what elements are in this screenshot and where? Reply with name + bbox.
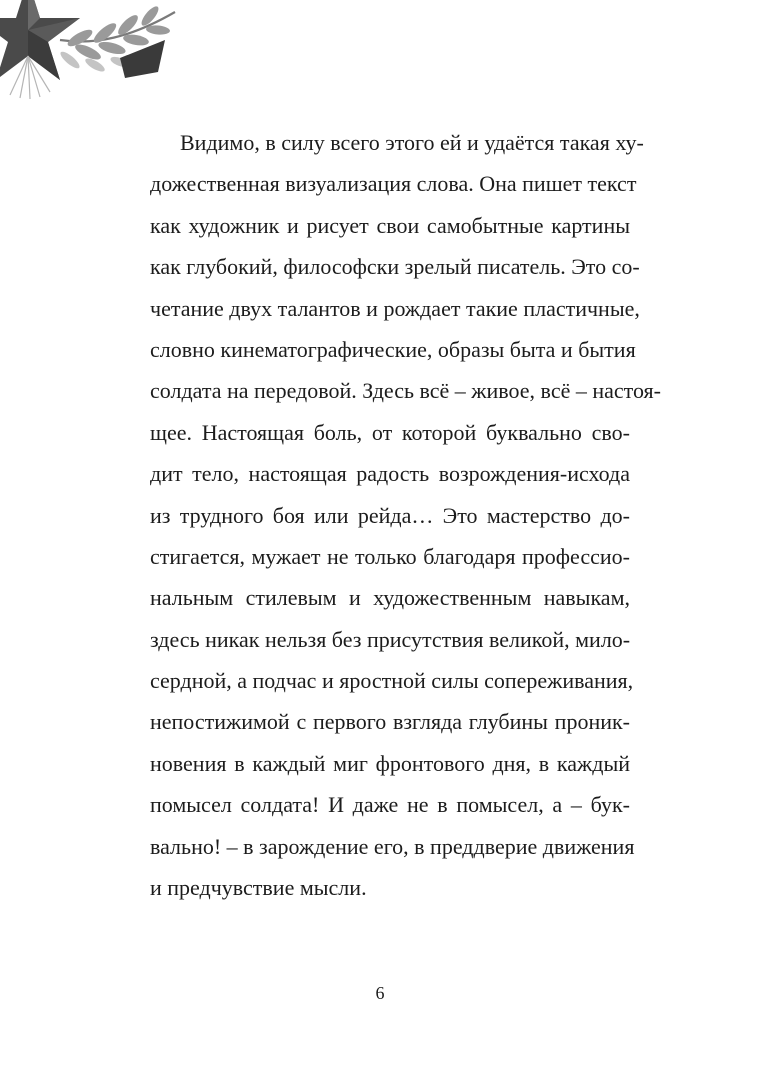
text-line: непостижимой с первого взгляда глубины проник- — [150, 709, 630, 735]
text-line: сердной, а подчас и яростной силы сопереживания, — [150, 668, 634, 694]
star-with-laurel-branch-icon — [0, 0, 200, 110]
text-line: дит тело, настоящая радость возрождения-исхода — [150, 461, 630, 487]
text-line: помысел солдата! И даже не в помысел, а – бук- — [150, 792, 630, 818]
text-line: и предчувствие мысли. — [150, 875, 367, 901]
body-text — [150, 122, 661, 908]
text-line: вально! – в зарождение его, в преддверие движения — [150, 833, 635, 859]
text-line: солдата на передовой. Здесь всё – живое, всё – настоя- — [150, 378, 661, 404]
text-line: дожественная визуализация слова. Она пишет текст — [150, 171, 637, 197]
page-number: 6 — [375, 983, 385, 1003]
text-line: новения в каждый миг фронтового дня, в каждый — [150, 750, 630, 776]
text-line: здесь никак нельзя без присутствия великой, мило- — [150, 626, 631, 652]
text-line: нальным стилевым и художественным навыкам, — [150, 585, 630, 611]
text-line: щее. Настоящая боль, от которой буквально сво- — [150, 419, 630, 445]
text-line: стигается, мужает не только благодаря профессио- — [150, 543, 630, 569]
text-line: как художник и рисует свои самобытные картины — [150, 212, 630, 238]
text-line: как глубокий, философски зрелый писатель. Это со- — [150, 254, 640, 280]
text-line: словно кинематографические, образы быта и бытия — [150, 336, 636, 362]
text-line: из трудного боя или рейда… Это мастерство до- — [150, 502, 630, 528]
text-line: Видимо, в силу всего этого ей и удаётся такая ху- — [180, 130, 644, 155]
text-line: четание двух талантов и рождает такие пластичные, — [150, 295, 640, 321]
